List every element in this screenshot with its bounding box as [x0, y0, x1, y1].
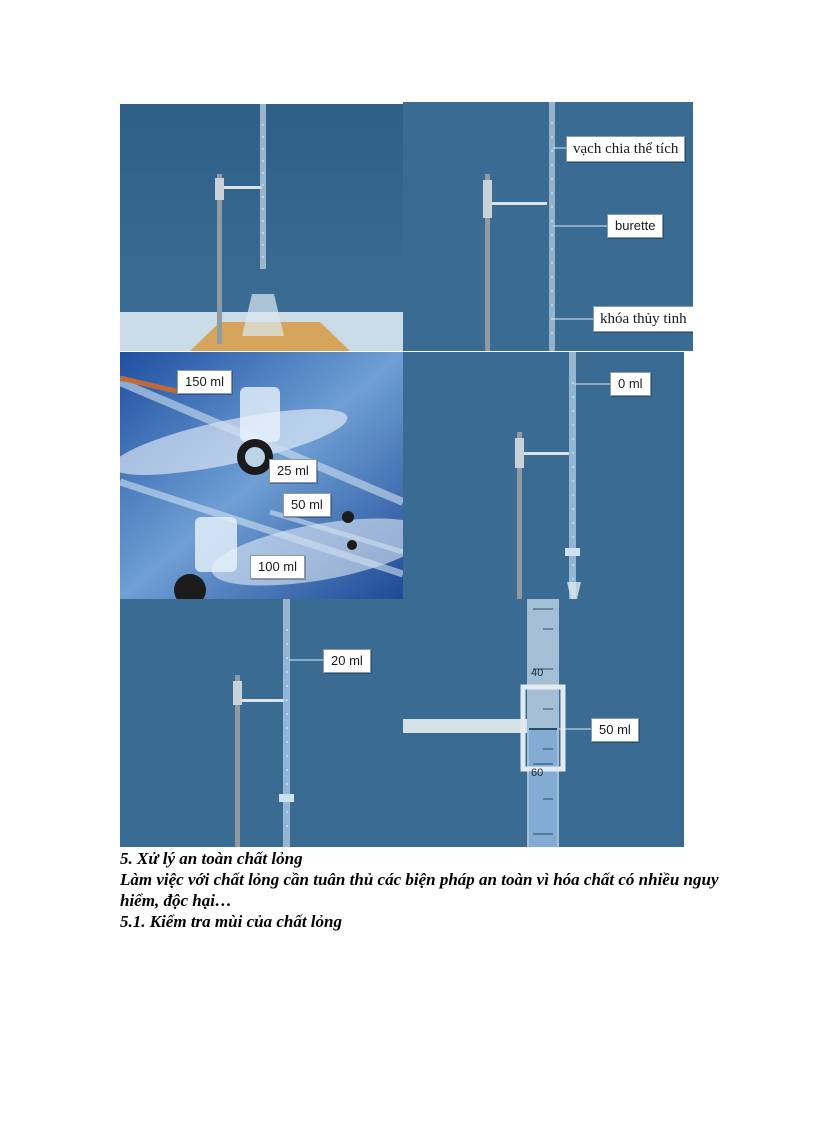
section-paragraph: Làm việc với chất lỏng cần tuân thủ các biện pháp an toàn vì hóa chất có nhiều nguy hiểm, độc hại… [120, 870, 719, 910]
tick-label-60: 60 [531, 767, 544, 779]
label-stopcock: khóa thủy tinh [593, 306, 693, 332]
subsection-heading: 5.1. Kiểm tra mùi của chất lỏng [120, 912, 342, 931]
figure-reading-0ml [403, 352, 684, 599]
label-50ml: 50 ml [283, 493, 331, 517]
figure-reading-20ml [120, 599, 403, 847]
figure-burette-parts [403, 102, 693, 351]
reading-20ml-illustration [120, 599, 403, 847]
label-graduation: vạch chia thể tích [566, 136, 685, 162]
label-25ml: 25 ml [269, 459, 317, 483]
label-20ml: 20 ml [323, 649, 371, 673]
burette-setup-illustration [120, 104, 403, 351]
label-150ml: 150 ml [177, 370, 232, 394]
tick-label-40: 40 [531, 667, 544, 679]
figure-reading-50ml [403, 599, 684, 847]
figure-burette-setup [120, 104, 403, 351]
figure-burette-sizes [120, 352, 403, 599]
text-section [120, 848, 720, 932]
label-50ml-reading: 50 ml [591, 718, 639, 742]
reading-50ml-illustration [403, 599, 684, 847]
label-100ml: 100 ml [250, 555, 305, 579]
label-burette: burette [607, 214, 663, 238]
label-0ml: 0 ml [610, 372, 651, 396]
section-heading: 5. Xử lý an toàn chất lỏng [120, 849, 303, 868]
